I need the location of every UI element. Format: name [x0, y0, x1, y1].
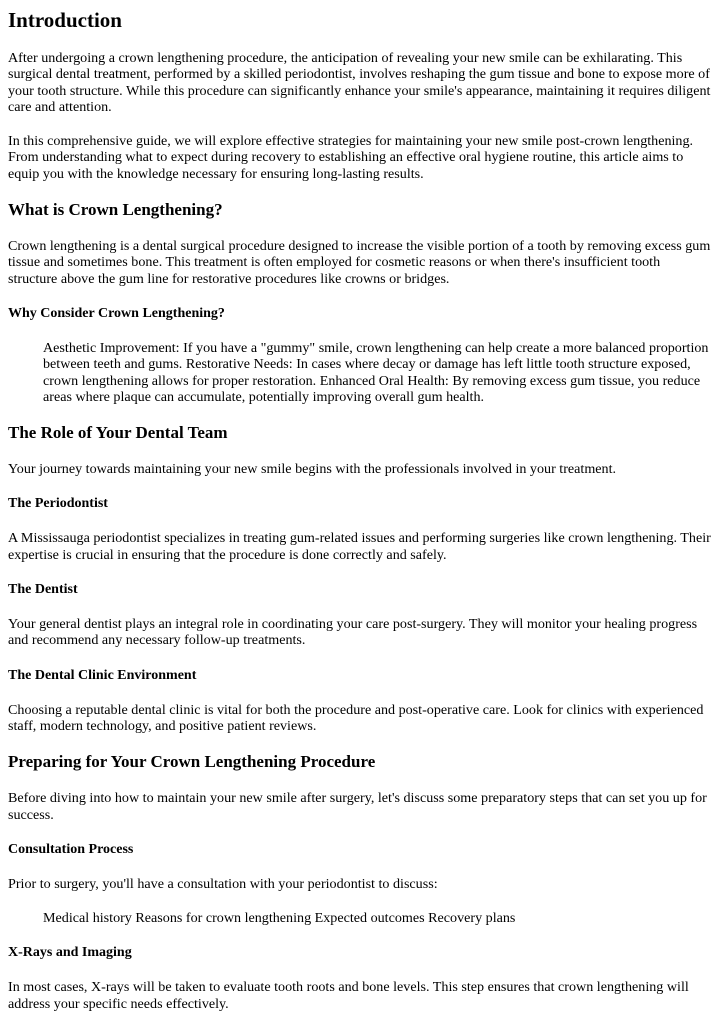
dental-team-paragraph: Your journey towards maintaining your new smile begins with the professionals involved in your treatment.	[8, 461, 617, 478]
consultation-paragraph: Prior to surgery, you'll have a consultation with your periodontist to discuss:	[8, 875, 438, 892]
dentist-paragraph: Your general dentist plays an integral role in coordinating your care post-surgery. They will monitor your healing progress and recommend any necessary follow-up treatments.	[8, 616, 698, 649]
periodontist-heading: The Periodontist	[8, 496, 108, 512]
periodontist-paragraph: A Mississauga periodontist specializes in treating gum-related issues and performing surgeries like crown lengthening. Their expertise is crucial in ensuring that the procedure is done correctly and safely.	[8, 530, 711, 563]
dental-team-heading: The Role of Your Dental Team	[8, 423, 228, 443]
preparing-heading: Preparing for Your Crown Lengthening Procedure	[8, 752, 376, 772]
xrays-paragraph: In most cases, X-rays will be taken to evaluate tooth roots and bone levels. This step ensures that crown lengthening will address your specific needs effectively.	[8, 979, 689, 1012]
what-is-crown-lengthening-paragraph: Crown lengthening is a dental surgical procedure designed to increase the visible portion of a tooth by removing excess gum tissue and sometimes bone. This treatment is often employed for cosmetic reasons or when there's insufficient tooth structure above the gum line for restorative procedures like crowns or bridges.	[8, 238, 711, 287]
intro-paragraph-2: In this comprehensive guide, we will explore effective strategies for maintaining your new smile post-crown lengthening. From understanding what to expect during recovery to establishing an effective oral hygiene routine, this article aims to equip you with the knowledge necessary for ensuring long-lasting results.	[8, 133, 694, 182]
intro-paragraph-1: After undergoing a crown lengthening procedure, the anticipation of revealing your new smile can be exhilarating. This surgical dental treatment, performed by a skilled periodontist, involves reshaping the gum tissue and bone to expose more of your tooth structure. While this procedure can significantly enhance your smile's appearance, maintaining it requires diligent care and attention.	[8, 50, 711, 115]
dentist-heading: The Dentist	[8, 582, 78, 598]
clinic-environment-paragraph: Choosing a reputable dental clinic is vital for both the procedure and post-operative care. Look for clinics with experienced staff, modern technology, and positive patient reviews.	[8, 701, 704, 734]
what-is-crown-lengthening-heading: What is Crown Lengthening?	[8, 200, 223, 220]
why-consider-quote: Aesthetic Improvement: If you have a "gummy" smile, crown lengthening can help create a more balanced proportion between teeth and gums. Restorative Needs: In cases where decay or damage has left little tooth structure exposed, crown lengthening allows for proper restoration. Enhanced Oral Health: By removing excess gum tissue, you reduce areas where plaque can accumulate, potentially improving overall gum health.	[43, 339, 709, 405]
consultation-heading: Consultation Process	[8, 841, 134, 857]
xrays-heading: X-Rays and Imaging	[8, 945, 132, 961]
consultation-quote: Medical history Reasons for crown lengthening Expected outcomes Recovery plans	[43, 910, 516, 927]
intro-heading: Introduction	[8, 8, 122, 32]
clinic-environment-heading: The Dental Clinic Environment	[8, 667, 197, 683]
why-consider-heading: Why Consider Crown Lengthening?	[8, 305, 225, 321]
preparing-paragraph: Before diving into how to maintain your new smile after surgery, let's discuss some preparatory steps that can set you up for success.	[8, 790, 707, 823]
